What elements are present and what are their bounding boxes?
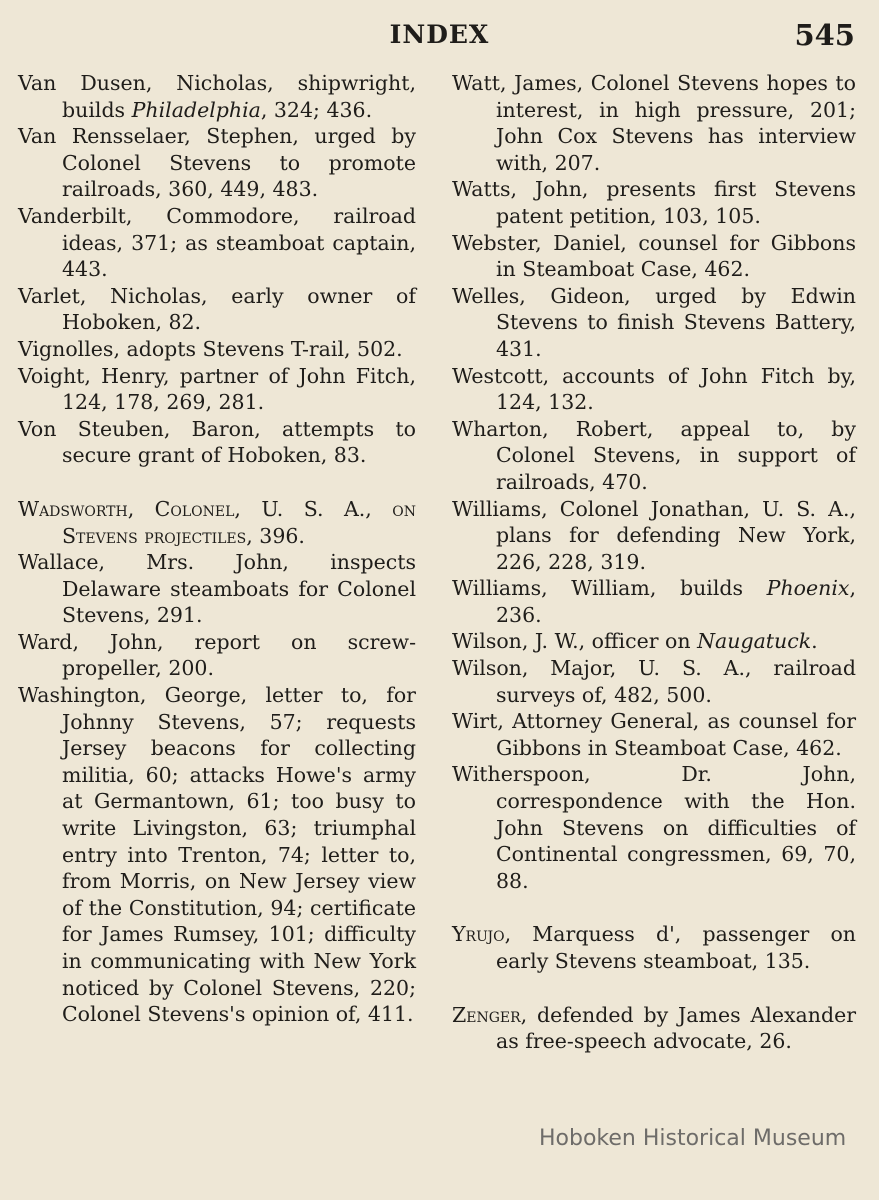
index-entry: Wirt, Attorney General, as counsel for Gibbons in Steamboat Case, 462. [452,709,856,760]
index-entry: Webster, Daniel, counsel for Gibbons in Steamboat Case, 462. [452,230,856,282]
index-entry: Wallace, Mrs. John, inspects Delaware steamboats for Colonel Stevens, 291. [18,550,416,628]
index-entry: Washington, George, letter to, for Johnny Stevens, 57; requests Jersey beacons for collecting militia, 60; attacks Howe's army at Germantown, 61; too busy to write Livingston, 63; triumphal entry into Trenton, 74; letter to, from Morris, on New Jersey view of the Constitution, 94; certificate for James Rumsey, 101; difficulty in communicating with New York noticed by Colonel Stevens, 220; Colonel Stevens's opinion of, 411. [18,683,416,1027]
index-entry: Ward, John, report on screw-propeller, 200. [18,629,416,681]
index-entry: Wilson, Major, U. S. A., railroad surveys of, 482, 500. [452,656,856,707]
index-entry: Wilson, J. W., officer on Naugatuck. [452,629,818,654]
index-entry: Williams, Colonel Jonathan, U. S. A., plans for defending New York, 226, 228, 319. [452,496,856,574]
index-column-right [452,70,856,1055]
index-entry: Van Dusen, Nicholas, shipwright, builds Philadelphia, 324; 436. [18,71,416,122]
index-entry: Vignolles, adopts Stevens T-rail, 502. [18,336,403,361]
index-entry: Van Rensselaer, Stephen, urged by Colonel Stevens to promote railroads, 360, 449, 483. [18,124,416,202]
index-entry: Zenger, defended by James Alexander as free-speech advocate, 26. [452,1002,856,1054]
index-entry: Yrujo, Marquess d', passenger on early Stevens steamboat, 135. [452,922,856,973]
page-number: 545 [794,18,855,52]
index-entry: Voight, Henry, partner of John Fitch, 124, 178, 269, 281. [18,363,416,415]
index-entry: Von Steuben, Baron, attempts to secure grant of Hoboken, 83. [18,416,416,468]
index-entry: Vanderbilt, Commodore, railroad ideas, 371; as steamboat captain, 443. [18,203,416,282]
index-entry: Wadsworth, Colonel, U. S. A., on Stevens projectiles, 396. [18,496,416,548]
index-entry: Williams, William, builds Phoenix, 236. [452,576,856,627]
index-entry: Watt, James, Colonel Stevens hopes to interest, in high pressure, 201; John Cox Stevens has interview with, 207. [452,71,856,175]
index-entry: Wharton, Robert, appeal to, by Colonel Stevens, in support of railroads, 470. [452,416,856,494]
museum-watermark: Hoboken Historical Museum [539,1126,847,1151]
index-entry: Varlet, Nicholas, early owner of Hoboken, 82. [18,283,416,335]
index-column-left [18,70,416,1028]
running-title: INDEX [389,20,490,49]
index-entry: Westcott, accounts of John Fitch by, 124, 132. [452,363,856,415]
index-entry: Welles, Gideon, urged by Edwin Stevens to finish Stevens Battery, 431. [452,283,856,361]
index-entry: Watts, John, presents first Stevens patent petition, 103, 105. [452,177,856,228]
index-entry: Witherspoon, Dr. John, correspondence with the Hon. John Stevens on difficulties of Continental congressmen, 69, 70, 88. [452,762,856,893]
